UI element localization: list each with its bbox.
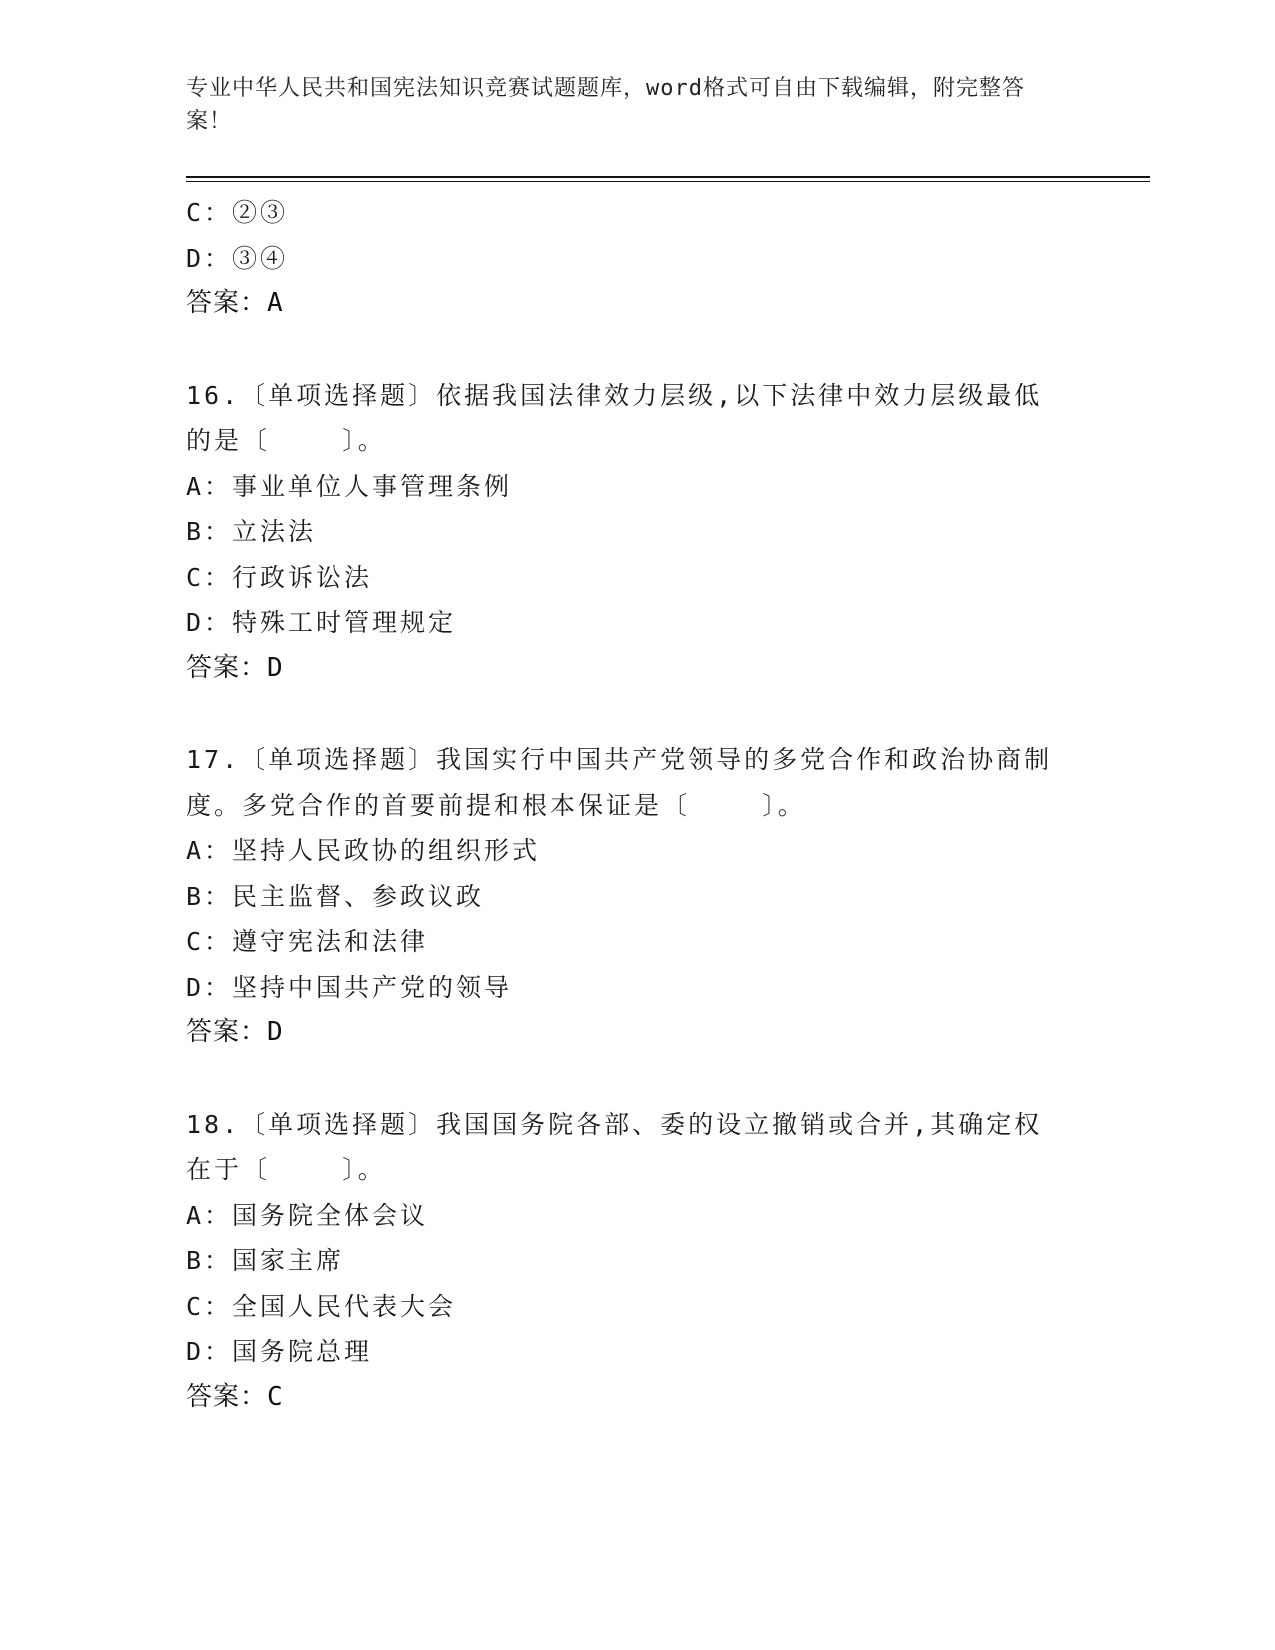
header-divider-thin (186, 181, 1150, 182)
option-b: B：民主监督、参政议政 (186, 881, 485, 911)
answer-line: 答案：D (186, 652, 284, 683)
option-c: C：遵守宪法和法律 (186, 927, 429, 956)
question-17 (186, 737, 1086, 1056)
question-content (186, 190, 1086, 1420)
spacer (186, 691, 1086, 737)
question-16 (186, 373, 1086, 692)
question-stem: 18.〔单项选择题〕我国国务院各部、委的设立撤销或合并,其确定权 (186, 1109, 1043, 1139)
question-18 (186, 1102, 1086, 1421)
option-a: A：国务院全体会议 (186, 1200, 429, 1230)
question-stem: 在于〔 〕。 (186, 1155, 386, 1184)
option-a: A：坚持人民政协的组织形式 (186, 836, 541, 865)
spacer (186, 327, 1086, 373)
option-a: A：事业单位人事管理条例 (186, 471, 513, 501)
header-divider-thick (186, 176, 1150, 178)
answer-line: 答案：A (186, 288, 284, 318)
answer-line: 答案：D (186, 1017, 284, 1047)
question-stem: 的是〔 〕。 (186, 426, 386, 455)
spacer (186, 1056, 1086, 1102)
answer-line: 答案：C (186, 1381, 284, 1412)
question-stem: 度。多党合作的首要前提和根本保证是〔 〕。 (186, 790, 806, 820)
question-stem: 16.〔单项选择题〕依据我国法律效力层级,以下法律中效力层级最低 (186, 380, 1043, 410)
option-b: B：立法法 (186, 517, 317, 546)
option-d: D：国务院总理 (186, 1337, 373, 1366)
question-stem: 17.〔单项选择题〕我国实行中国共产党领导的多党合作和政治协商制 (186, 745, 1053, 774)
option-d: D：坚持中国共产党的领导 (186, 972, 513, 1002)
previous-question-tail (186, 190, 1086, 327)
document-header: 专业中华人民共和国宪法知识竞赛试题题库，word格式可自由下载编辑，附完整答案！ (186, 76, 1025, 134)
option-d: D：特殊工时管理规定 (186, 608, 457, 637)
option-c: C：全国人民代表大会 (186, 1291, 457, 1321)
option-d: D：③④ (186, 243, 289, 273)
option-b: B：国家主席 (186, 1246, 345, 1275)
option-c: C：②③ (186, 198, 289, 227)
option-c: C：行政诉讼法 (186, 562, 373, 592)
